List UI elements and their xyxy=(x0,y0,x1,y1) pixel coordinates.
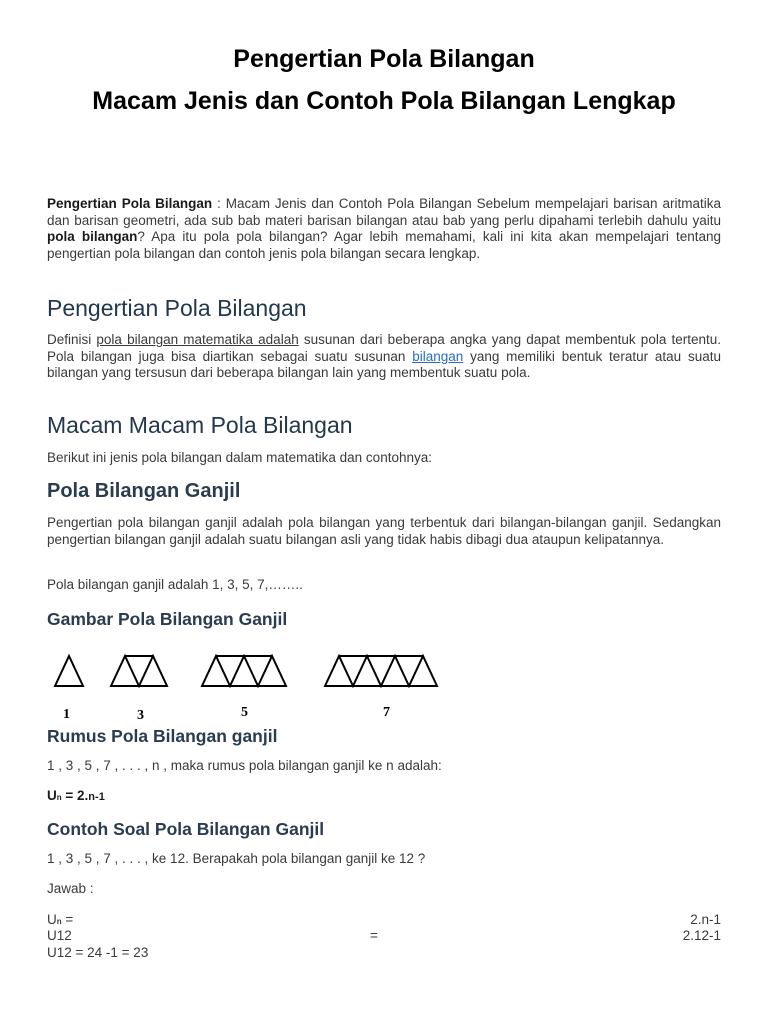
rumus-paragraph: 1 , 3 , 5 , 7 , . . . , n , maka rumus pola bilangan ganjil ke n adalah: xyxy=(47,758,442,773)
intro-bold-term: Pengertian Pola Bilangan xyxy=(47,196,213,211)
bilangan-link[interactable]: bilangan xyxy=(412,348,464,364)
triangle-pattern-7 xyxy=(325,656,437,686)
formula-tail: -1 xyxy=(95,791,105,803)
heading-rumus: Rumus Pola Bilangan ganjil xyxy=(47,726,278,746)
heading-contoh: Contoh Soal Pola Bilangan Ganjil xyxy=(47,819,325,839)
answer-formula-general: 2.n-1 xyxy=(690,912,721,927)
page-title: Pengertian Pola Bilangan xyxy=(233,45,535,73)
formula-n: n xyxy=(88,791,96,803)
ganjil-example: Pola bilangan ganjil adalah 1, 3, 5, 7,…….. xyxy=(47,577,303,592)
heading-macam: Macam Macam Pola Bilangan xyxy=(47,412,353,438)
macam-paragraph: Berikut ini jenis pola bilangan dalam matematika dan contohnya: xyxy=(47,450,432,465)
answer-row-1 xyxy=(47,912,721,928)
triangle-pattern-5 xyxy=(202,656,286,686)
odd-pattern-figure xyxy=(47,646,467,726)
figure-label-3: 3 xyxy=(137,708,144,723)
triangle-pattern-1 xyxy=(55,656,83,686)
intro-bold-term-2: pola bilangan xyxy=(47,229,138,244)
answer-row-2 xyxy=(47,928,721,944)
page-subtitle: Macam Jenis dan Contoh Pola Bilangan Lengkap xyxy=(92,87,676,115)
answer-row-3: U12 = 24 -1 = 23 xyxy=(47,945,149,960)
formula-subscript: n xyxy=(56,793,62,802)
answer-formula-12: 2.12-1 xyxy=(682,928,721,943)
formula-rest: = 2. xyxy=(61,788,89,803)
answer-subscript: n xyxy=(56,917,62,926)
rumus-formula xyxy=(47,788,721,803)
def-text-2: susunan dari beberapa angka yang dapat membentuk pola tertentu. Pola bilangan juga bisa diartikan sebagai suatu susunan xyxy=(47,332,721,364)
heading-pengertian: Pengertian Pola Bilangan xyxy=(47,295,307,321)
figure-label-1: 1 xyxy=(63,707,70,722)
formula-u: U xyxy=(47,788,57,803)
triangle-pattern-3 xyxy=(111,656,167,686)
answer-mid-equals: = xyxy=(370,928,378,943)
jawab-label: Jawab : xyxy=(47,881,94,896)
figure-label-5: 5 xyxy=(241,705,248,720)
intro-text-1: : Macam Jenis dan Contoh Pola Bilangan Sebelum mempelajari barisan aritmatika dan barisan geometri, ada sub bab materi barisan bilangan atau bab yang perlu dipahami terlebih dahulu yaitu xyxy=(47,196,721,228)
answer-u: U xyxy=(47,912,57,927)
def-text-3: yang memiliki bentuk teratur atau suatu bilangan yang tersusun dari beberapa bilangan lain yang membentuk suatu pola. xyxy=(47,348,721,380)
heading-gambar: Gambar Pola Bilangan Ganjil xyxy=(47,609,288,629)
def-text-1: Definisi xyxy=(47,332,97,347)
def-underlined-phrase: pola bilangan matematika adalah xyxy=(96,332,299,347)
definition-paragraph xyxy=(47,332,721,382)
intro-paragraph xyxy=(47,196,721,262)
figure-label-7: 7 xyxy=(383,705,390,720)
answer-u12: U12 xyxy=(47,928,72,943)
heading-ganjil: Pola Bilangan Ganjil xyxy=(47,480,241,502)
ganjil-paragraph: Pengertian pola bilangan ganjil adalah pola bilangan yang terbentuk dari bilangan-bilangan ganjil. Sedangkan pengertian bilangan ganjil adalah suatu bilangan asli yang tidak habis dibagi dua ataupun kelipatannya. xyxy=(47,515,721,547)
intro-text-2: ? Apa itu pola pola bilangan? Agar lebih memahami, kali ini kita akan mempelajari tentang pengertian pola bilangan dan contoh jenis pola bilangan secara lengkap. xyxy=(47,229,721,261)
answer-equals: = xyxy=(61,912,74,927)
contoh-paragraph: 1 , 3 , 5 , 7 , . . . , ke 12. Berapakah pola bilangan ganjil ke 12 ? xyxy=(47,851,426,866)
